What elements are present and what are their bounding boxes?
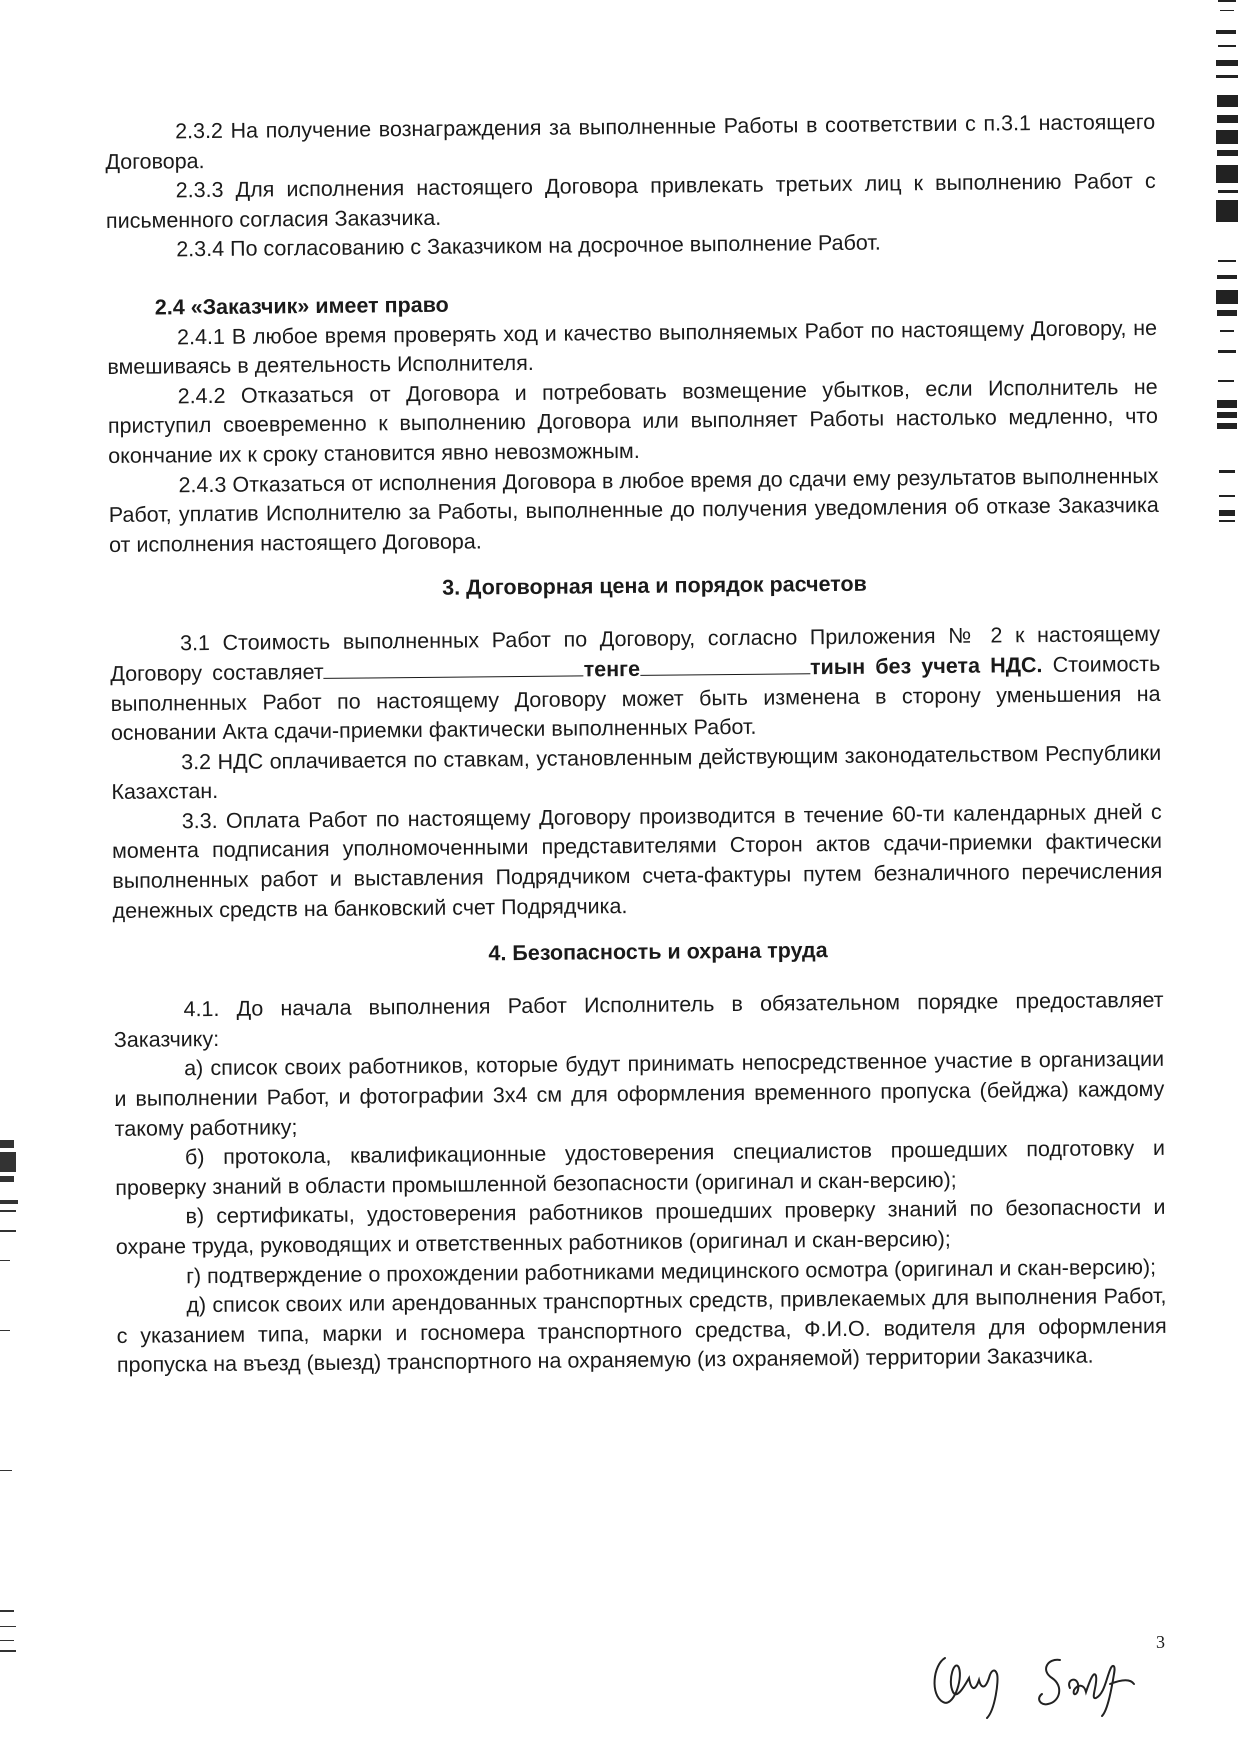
clause-3-1 [110, 620, 1161, 748]
scan-left-marks [0, 1130, 22, 1750]
signature-initial-1 [925, 1640, 1015, 1720]
clause-3-1-text-b: Стоимость выполненных Работ по настоящему Договору может быть изменена в сторону уменьшения на основании Акта сдачи-приемки фактически выполненных Работ. [110, 651, 1161, 746]
clause-3-3: 3.3. Оплата Работ по настоящему Договору производится в течение 60-ти календарных дней с момента подписания уполномоченными представителями Сторон актов сдачи-приемки фактически выполненных работ и выставления Подрядчиком счета-фактуры путем безналичного перечисления денежных средств на банковский счет Подрядчика. [111, 799, 1163, 923]
clause-2-3-4: 2.3.4 По согласованию с Заказчиком на досрочное выполнение Работ. [176, 230, 881, 262]
section-3-heading: 3. Договорная цена и порядок расчетов [442, 572, 867, 601]
section-2-4-heading: 2.4 «Заказчик» имеет право [154, 292, 449, 320]
amount-blank-tiyn [640, 655, 810, 676]
amount-blank-tenge [324, 657, 584, 678]
clause-3-1-vat-note: без учета НДС. [875, 652, 1043, 679]
section-4-heading: 4. Безопасность и охрана труда [488, 938, 828, 966]
signature-initial-2 [1030, 1640, 1150, 1720]
clause-2-3-2: 2.3.2 На получение вознаграждения за выполненные Работы в соответствии с п.3.1 настоящего Договора. [105, 109, 1156, 174]
scan-edge-marks [1210, 0, 1240, 600]
clause-3-2: 3.2 НДС оплачивается по ставкам, установленным действующим законодательством Республики Казахстан. [111, 740, 1162, 805]
page-number: 3 [1156, 1632, 1165, 1652]
clause-4-1-g: г) подтверждение о прохождении работниками медицинского осмотра (оригинал и скан-версию); [186, 1254, 1157, 1288]
clause-4-1-b: б) протокола, квалификационные удостоверения специалистов прошедших подготовку и проверку знаний в области промышленной безопасности (оригинал и скан-версию); [115, 1136, 1166, 1200]
clause-4-1-a: а) список своих работников, которые будут принимать непосредственное участие в организации и выполнении Работ, и фотографии 3х4 см для оформления временного пропуска (бейджа) каждому такому работнику; [114, 1047, 1165, 1141]
tenge-label: тенге [583, 656, 641, 682]
clause-4-1-v: в) сертификаты, удостоверения работников прошедших проверку знаний по безопасности и охране труда, руководящих и ответственных работников (оригинал и скан-версию); [115, 1195, 1166, 1259]
tiyn-label: тиын [809, 654, 866, 680]
clause-2-3-3: 2.3.3 Для исполнения настоящего Договора привлекать третьих лиц к выполнению Работ с письменного согласия Заказчика. [105, 169, 1156, 233]
document-body [105, 108, 1167, 1381]
clause-2-4-2: 2.4.2 Отказаться от Договора и потребовать возмещение убытков, если Исполнитель не приступил своевременно к выполнению Договора или выполняет Работы настолько медленно, что окончание их к сроку становится явно невозможным. [107, 374, 1159, 468]
clause-3-1-text-a: 3.1 Стоимость выполненных Работ по Договору, согласно Приложения № 2 к настоящему Договору составляет [110, 622, 1161, 686]
clause-2-4-1: 2.4.1 В любое время проверять ход и качество выполняемых Работ по настоящему Договору, не вмешиваясь в деятельность Исполнителя. [107, 315, 1158, 380]
clause-4-1-d: д) список своих или арендованных транспортных средств, привлекаемых для выполнения Работ, с указанием типа, марки и госномера транспортного средства, Ф.И.О. водителя для оформления пропуска на въезд (выезд) транспортного на охраняемую (из охраняемой) территории Заказчика. [116, 1284, 1167, 1378]
clause-4-1: 4.1. До начала выполнения Работ Исполнитель в обязательном порядке предоставляет Заказчику: [113, 988, 1164, 1052]
clause-2-4-3: 2.4.3 Отказаться от исполнения Договора в любое время до сдачи ему результатов выполненных Работ, уплатив Исполнителю за Работы, выполненные до получения уведомления об отказе Заказчика от исполнения настоящего Договора. [108, 463, 1159, 557]
